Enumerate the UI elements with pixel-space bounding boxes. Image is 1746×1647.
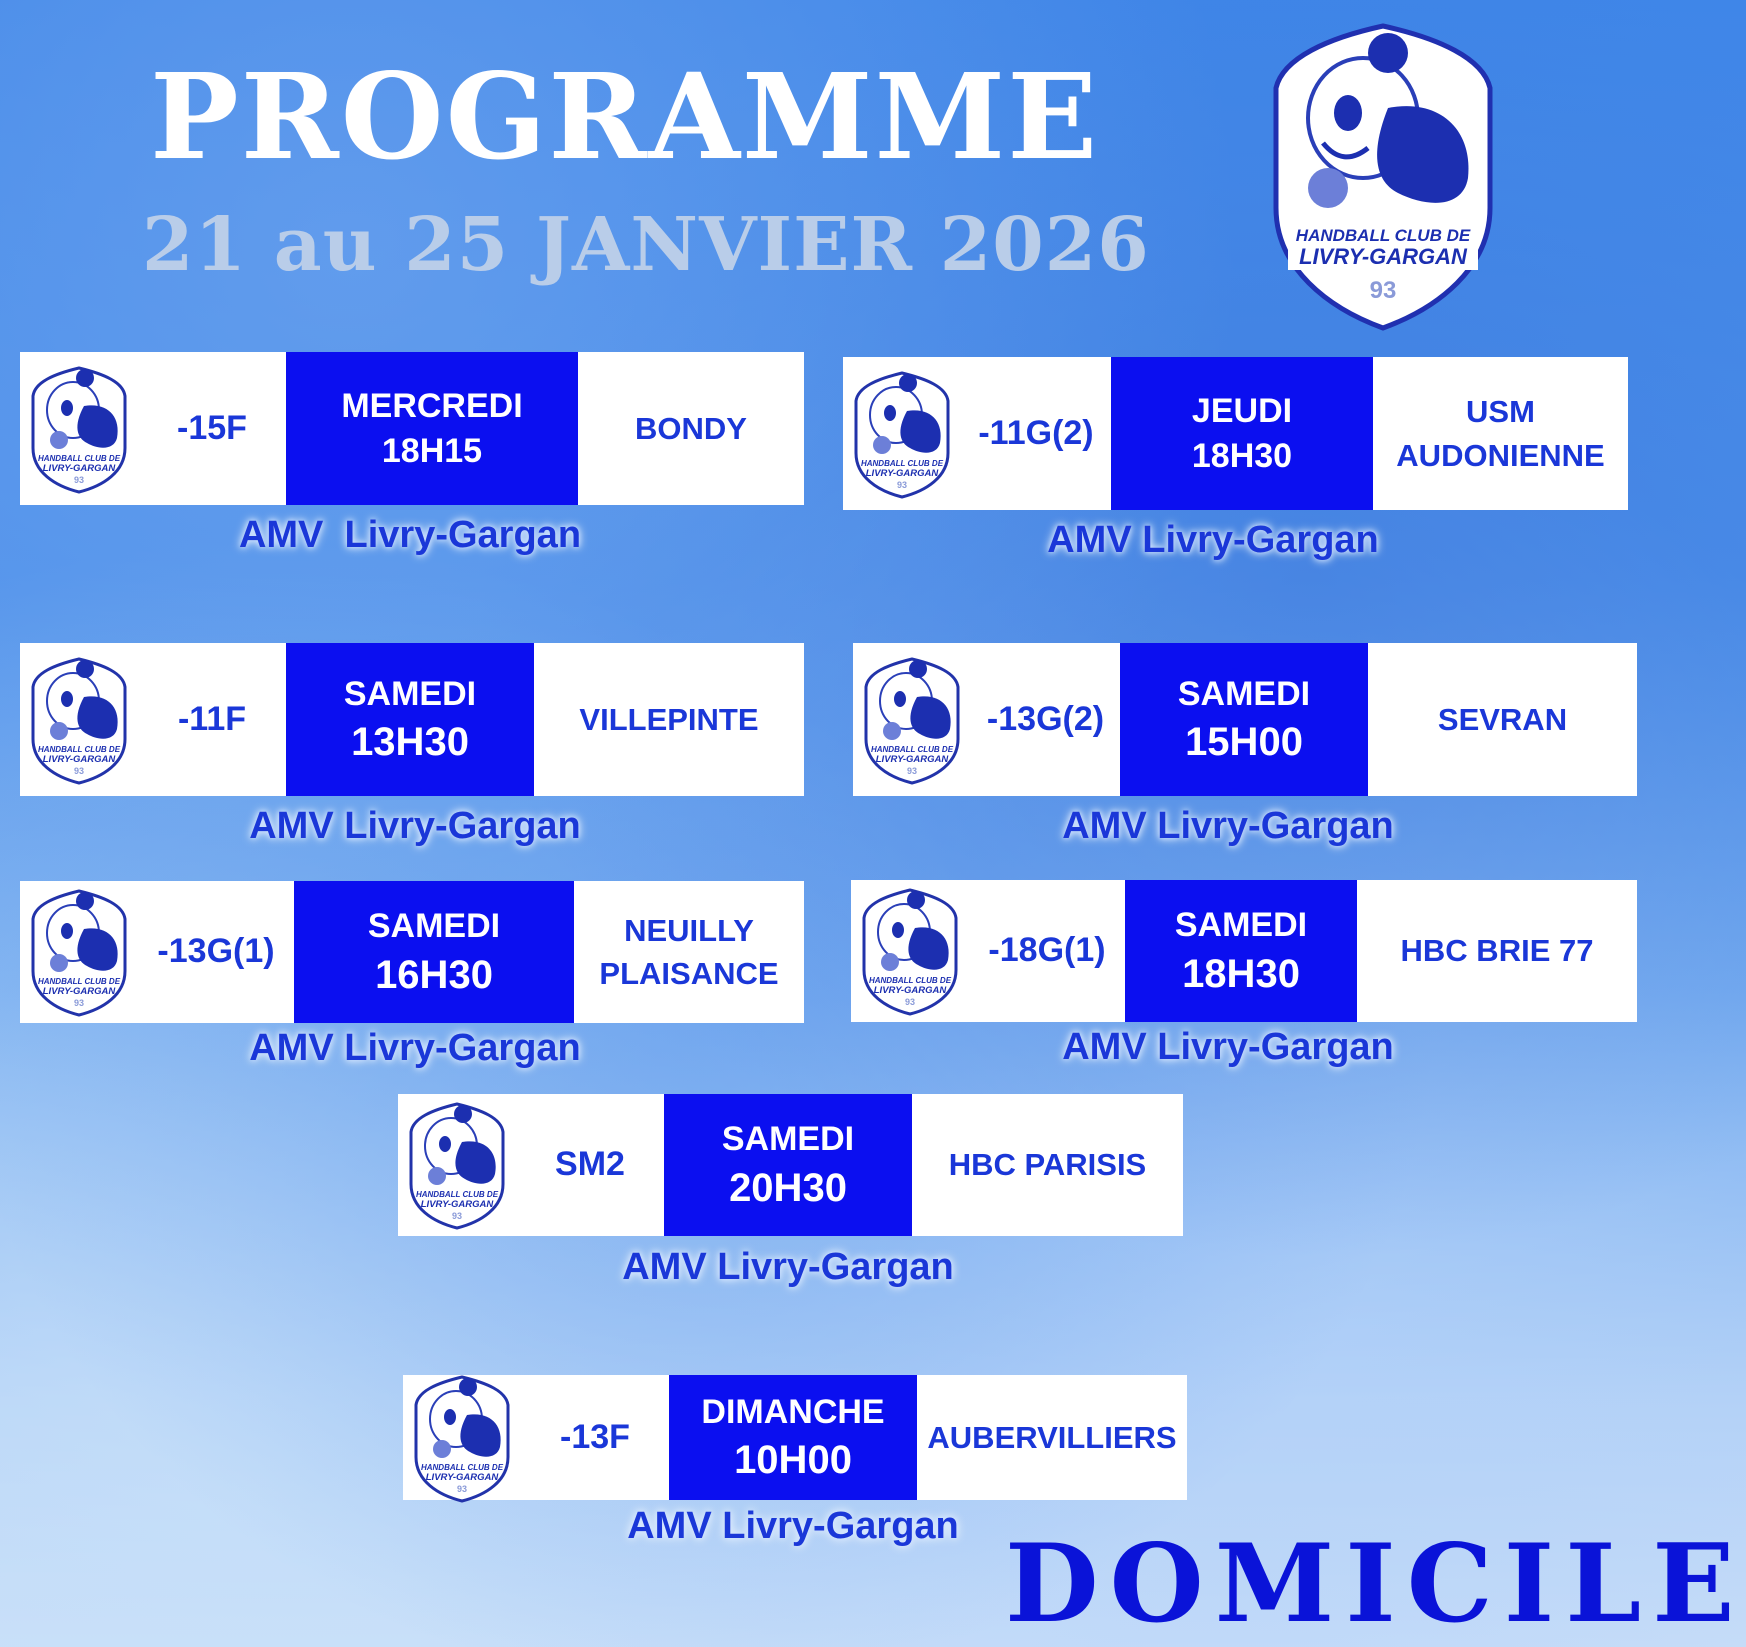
team-label: -13G(2): [986, 699, 1105, 738]
club-logo-small: [398, 1094, 516, 1236]
svg-text:HANDBALL CLUB DE: HANDBALL CLUB DE: [868, 976, 952, 985]
svg-text:LIVRY-GARGAN: LIVRY-GARGAN: [873, 985, 947, 996]
svg-text:93: 93: [73, 765, 85, 776]
match-day: SAMEDI: [1177, 674, 1311, 713]
team-label: -11F: [177, 699, 247, 738]
match-time: 15H00: [1185, 720, 1303, 765]
venue-label: AMV Livry-Gargan: [622, 1246, 954, 1288]
svg-text:LIVRY-GARGAN: LIVRY-GARGAN: [420, 1199, 494, 1210]
club-logo-small: [20, 643, 138, 796]
panda-logo-icon: [852, 369, 952, 499]
svg-text:LIVRY-GARGAN: LIVRY-GARGAN: [425, 1471, 499, 1483]
day-time-block: [1120, 643, 1368, 796]
venue-label: AMV Livry-Gargan: [238, 514, 582, 556]
opponent-label: BONDY: [635, 410, 747, 446]
svg-text:LIVRY-GARGAN: LIVRY-GARGAN: [1299, 244, 1467, 269]
match-time: 20H30: [729, 1165, 847, 1210]
team-label: -15F: [177, 408, 247, 447]
opponent-label: NEUILLY PLAISANCE: [599, 912, 779, 991]
svg-text:HANDBALL CLUB DE: HANDBALL CLUB DE: [415, 1190, 499, 1199]
team-label: -18G(1): [988, 931, 1106, 970]
match-time: 18H30: [1191, 437, 1293, 476]
panda-logo-icon: [412, 1373, 512, 1503]
venue-label: AMV Livry-Gargan: [1047, 519, 1379, 561]
match-card: [20, 352, 804, 556]
team-label: SM2: [555, 1145, 625, 1184]
panda-logo-icon: [407, 1100, 507, 1230]
panda-logo-icon: [29, 887, 129, 1017]
svg-text:93: 93: [1369, 277, 1397, 304]
svg-text:LIVRY-GARGAN: LIVRY-GARGAN: [875, 753, 949, 765]
day-time-block: [1111, 357, 1373, 510]
match-card: [20, 881, 804, 1069]
venue-label: AMV Livry-Gargan: [1062, 1026, 1394, 1068]
match-day: JEUDI: [1191, 392, 1293, 431]
match-day: DIMANCHE: [701, 1392, 885, 1431]
opponent-label: VILLEPINTE: [579, 701, 759, 737]
svg-text:93: 93: [73, 998, 85, 1008]
match-card: [20, 643, 804, 847]
panda-logo-icon: [862, 655, 962, 785]
opponent-label: HBC BRIE 77: [1400, 933, 1594, 969]
opponent-label: HBC PARISIS: [948, 1147, 1147, 1183]
match-day: MERCREDI: [341, 387, 523, 426]
svg-text:LIVRY-GARGAN: LIVRY-GARGAN: [865, 467, 939, 479]
svg-text:HANDBALL CLUB DE: HANDBALL CLUB DE: [37, 744, 121, 754]
team-label: -11G(2): [978, 413, 1094, 452]
match-time: 10H00: [734, 1438, 852, 1483]
svg-text:93: 93: [896, 479, 908, 490]
club-logo-small: [20, 881, 138, 1023]
match-time: 18H30: [1182, 951, 1300, 996]
club-logo-small: [403, 1375, 521, 1500]
svg-text:93: 93: [904, 997, 916, 1007]
match-card: [398, 1094, 1183, 1288]
club-logo-small: [853, 643, 971, 796]
venue-label: AMV Livry-Gargan: [249, 1027, 581, 1069]
team-label: -13G(1): [157, 932, 275, 971]
match-card: [851, 880, 1637, 1068]
opponent-label: SEVRAN: [1437, 701, 1568, 737]
svg-text:HANDBALL CLUB DE: HANDBALL CLUB DE: [37, 977, 121, 986]
match-card: [843, 357, 1628, 561]
match-day: SAMEDI: [721, 1120, 855, 1159]
match-card: [403, 1375, 1187, 1547]
opponent-label: USM AUDONIENNE: [1396, 394, 1605, 473]
venue-label: AMV Livry-Gargan: [1062, 805, 1394, 847]
day-time-block: [286, 643, 534, 796]
panda-logo-icon: [29, 655, 129, 785]
match-time: 13H30: [351, 720, 469, 765]
panda-logo-icon: [860, 886, 960, 1016]
day-time-block: [1125, 880, 1357, 1022]
club-logo-small: [851, 880, 969, 1022]
match-day: SAMEDI: [1174, 906, 1308, 945]
svg-text:93: 93: [451, 1211, 463, 1221]
club-logo-small: [843, 357, 961, 510]
venue-label: AMV Livry-Gargan: [627, 1505, 959, 1547]
svg-text:HANDBALL CLUB DE: HANDBALL CLUB DE: [860, 458, 944, 468]
svg-text:HANDBALL CLUB DE: HANDBALL CLUB DE: [420, 1462, 504, 1472]
svg-text:HANDBALL CLUB DE: HANDBALL CLUB DE: [870, 744, 954, 754]
team-label: -13F: [560, 1417, 630, 1456]
svg-text:LIVRY-GARGAN: LIVRY-GARGAN: [42, 753, 116, 765]
match-time: 16H30: [375, 952, 493, 997]
club-logo-small: [20, 352, 138, 505]
home-label: DOMICILE: [1005, 1521, 1746, 1647]
svg-text:LIVRY-GARGAN: LIVRY-GARGAN: [42, 986, 116, 997]
svg-text:93: 93: [73, 474, 85, 485]
day-time-block: [286, 352, 578, 505]
match-card: [853, 643, 1637, 847]
svg-text:93: 93: [906, 765, 918, 776]
match-day: SAMEDI: [367, 907, 501, 946]
svg-text:HANDBALL CLUB DE: HANDBALL CLUB DE: [1295, 226, 1471, 245]
date-range: 21 au 25 JANVIER 2026: [142, 202, 1150, 288]
opponent-label: AUBERVILLIERS: [927, 1419, 1177, 1455]
club-logo: [1268, 18, 1498, 330]
day-time-block: [669, 1375, 917, 1500]
day-time-block: [664, 1094, 912, 1236]
page-title: PROGRAMME: [150, 47, 1100, 186]
svg-text:LIVRY-GARGAN: LIVRY-GARGAN: [42, 462, 116, 474]
day-time-block: [294, 881, 574, 1023]
match-time: 18H15: [381, 432, 483, 471]
svg-text:HANDBALL CLUB DE: HANDBALL CLUB DE: [37, 453, 121, 463]
panda-logo-icon: [29, 364, 129, 494]
match-day: SAMEDI: [343, 674, 477, 713]
venue-label: AMV Livry-Gargan: [249, 805, 581, 847]
svg-text:93: 93: [456, 1483, 468, 1494]
